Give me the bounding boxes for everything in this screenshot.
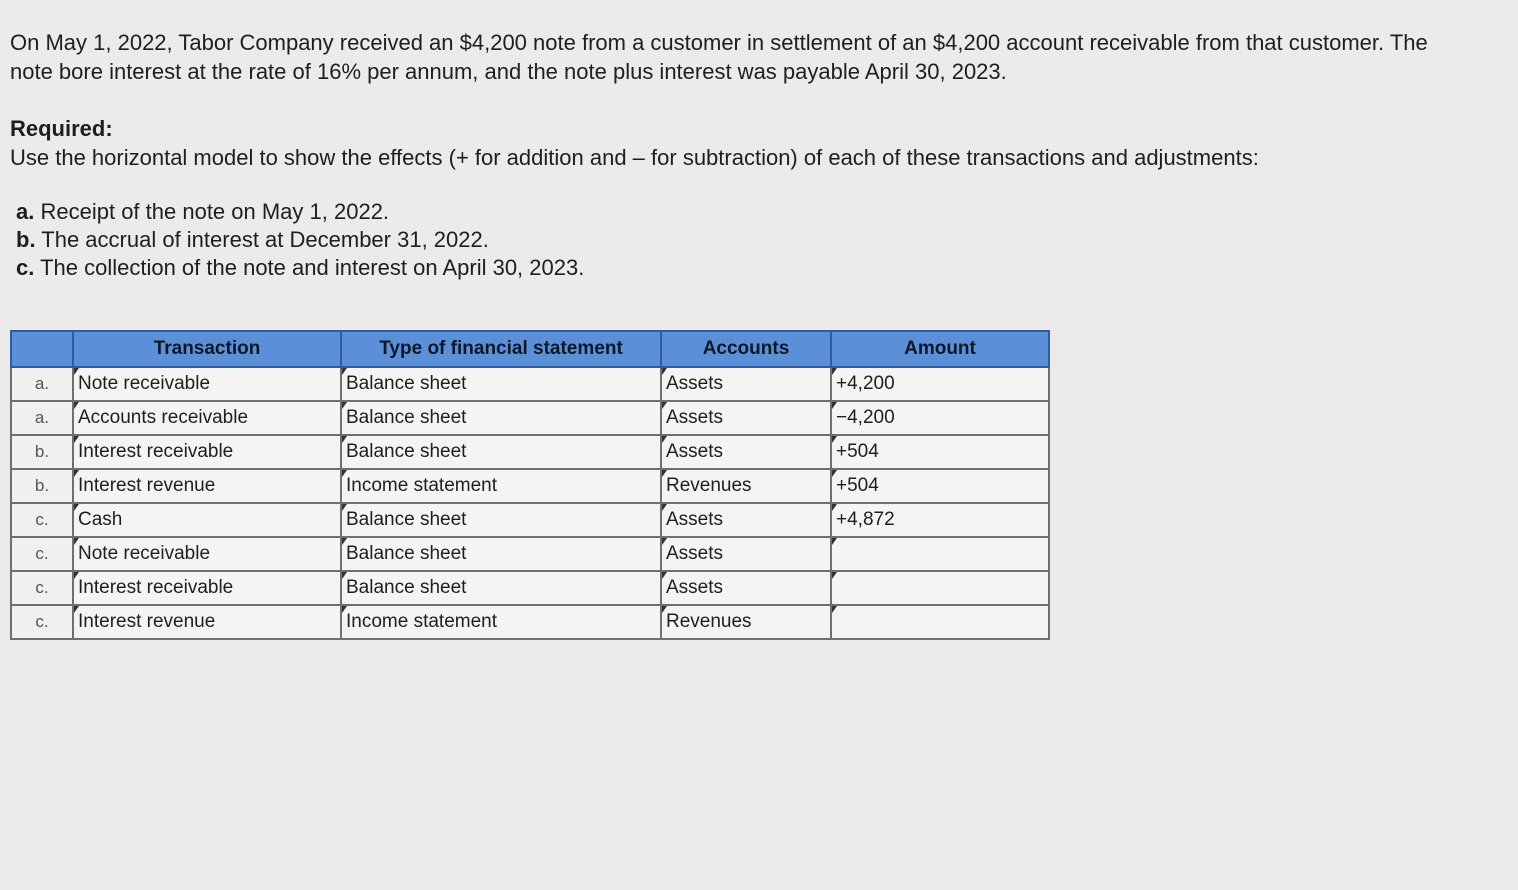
- row-label: c.: [11, 503, 73, 537]
- header-amount: Amount: [831, 331, 1049, 367]
- accounts-select[interactable]: Assets: [661, 401, 831, 435]
- amount-input[interactable]: [831, 571, 1049, 605]
- statement-type-select[interactable]: Income statement: [341, 605, 661, 639]
- part-item: [16, 254, 1450, 282]
- statement-type-select[interactable]: Balance sheet: [341, 571, 661, 605]
- statement-type-select[interactable]: Income statement: [341, 469, 661, 503]
- accounts-select[interactable]: Assets: [661, 537, 831, 571]
- amount-input[interactable]: [831, 537, 1049, 571]
- row-label: a.: [11, 367, 73, 401]
- transaction-select[interactable]: Note receivable: [73, 537, 341, 571]
- transaction-select[interactable]: Accounts receivable: [73, 401, 341, 435]
- parts-list: [10, 198, 1450, 282]
- accounts-select[interactable]: Assets: [661, 367, 831, 401]
- transaction-select[interactable]: Interest receivable: [73, 571, 341, 605]
- row-label: b.: [11, 469, 73, 503]
- accounts-select[interactable]: Assets: [661, 435, 831, 469]
- header-blank: [11, 331, 73, 367]
- amount-input[interactable]: −4,200: [831, 401, 1049, 435]
- amount-input[interactable]: +504: [831, 435, 1049, 469]
- part-text: Receipt of the note on May 1, 2022.: [40, 199, 390, 224]
- header-type: Type of financial statement: [341, 331, 661, 367]
- table-row: [11, 503, 1049, 537]
- statement-type-select[interactable]: Balance sheet: [341, 367, 661, 401]
- table-header-row: [11, 331, 1049, 367]
- table-row: [11, 401, 1049, 435]
- table-row: [11, 571, 1049, 605]
- transaction-select[interactable]: Interest revenue: [73, 605, 341, 639]
- accounts-select[interactable]: Assets: [661, 571, 831, 605]
- row-label: c.: [11, 605, 73, 639]
- table-row: [11, 537, 1049, 571]
- transaction-select[interactable]: Interest receivable: [73, 435, 341, 469]
- amount-input[interactable]: +504: [831, 469, 1049, 503]
- row-label: c.: [11, 571, 73, 605]
- header-transaction: Transaction: [73, 331, 341, 367]
- statement-type-select[interactable]: Balance sheet: [341, 503, 661, 537]
- problem-text: [10, 28, 1450, 282]
- amount-input[interactable]: [831, 605, 1049, 639]
- table-row: [11, 469, 1049, 503]
- accounts-select[interactable]: Assets: [661, 503, 831, 537]
- table-row: [11, 435, 1049, 469]
- part-text: The accrual of interest at December 31, 2022.: [41, 227, 489, 252]
- table-row: [11, 605, 1049, 639]
- row-label: b.: [11, 435, 73, 469]
- part-item: [16, 198, 1450, 226]
- instruction-text: Use the horizontal model to show the effects (+ for addition and – for subtraction) of each of these transactions and adjustments:: [10, 145, 1259, 170]
- row-label: a.: [11, 401, 73, 435]
- statement-type-select[interactable]: Balance sheet: [341, 537, 661, 571]
- part-item: [16, 226, 1450, 254]
- statement-type-select[interactable]: Balance sheet: [341, 435, 661, 469]
- accounts-select[interactable]: Revenues: [661, 605, 831, 639]
- amount-input[interactable]: +4,872: [831, 503, 1049, 537]
- part-text: The collection of the note and interest on April 30, 2023.: [40, 255, 585, 280]
- accounts-select[interactable]: Revenues: [661, 469, 831, 503]
- transaction-select[interactable]: Cash: [73, 503, 341, 537]
- required-label: Required:: [10, 116, 113, 141]
- amount-input[interactable]: +4,200: [831, 367, 1049, 401]
- transaction-select[interactable]: Note receivable: [73, 367, 341, 401]
- part-letter: c.: [16, 255, 35, 280]
- part-letter: b.: [16, 227, 36, 252]
- problem-intro: On May 1, 2022, Tabor Company received an $4,200 note from a customer in settlement of an $4,200 account receivable from that customer. The note bore interest at the rate of 16% per annum, and the note plus interest was payable April 30, 2023.: [10, 30, 1428, 84]
- part-letter: a.: [16, 199, 35, 224]
- table-row: [11, 367, 1049, 401]
- statement-type-select[interactable]: Balance sheet: [341, 401, 661, 435]
- row-label: c.: [11, 537, 73, 571]
- header-accounts: Accounts: [661, 331, 831, 367]
- horizontal-model-table: [10, 330, 1050, 640]
- transaction-select[interactable]: Interest revenue: [73, 469, 341, 503]
